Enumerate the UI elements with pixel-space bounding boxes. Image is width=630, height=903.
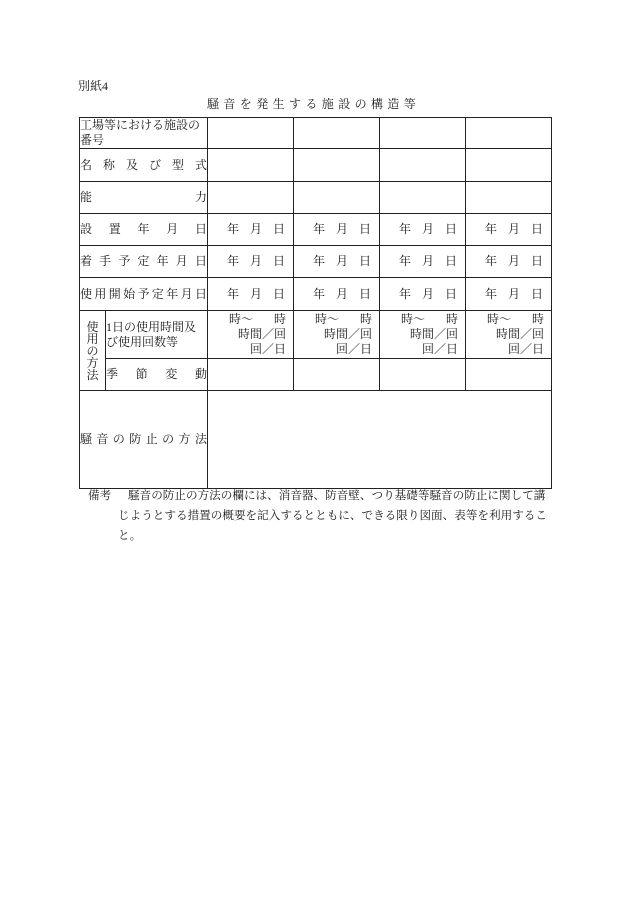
month-unit: 月 xyxy=(507,254,520,268)
label-char: 日 xyxy=(195,222,208,236)
daily-usage-cell-3 xyxy=(380,311,466,359)
label-char: 及 xyxy=(126,157,139,172)
capacity-cell-3 xyxy=(380,182,466,214)
installation-date-cell-1 xyxy=(208,214,294,246)
label-char: 方 xyxy=(86,355,99,370)
from-hour-unit: 時～ xyxy=(401,312,426,326)
label-char: 式 xyxy=(195,157,208,172)
remarks-label: 備考 xyxy=(88,489,112,502)
use-start-label xyxy=(80,287,207,302)
label-char: 動 xyxy=(194,367,207,381)
label-char: 防 xyxy=(129,432,142,446)
day-unit: 日 xyxy=(273,254,286,268)
installation-date-cell-4 xyxy=(466,214,552,246)
month-unit: 月 xyxy=(421,286,434,301)
daily-usage-label: 1日の使用時間及び使用回数等 xyxy=(106,311,208,359)
row-noise-prevention xyxy=(80,391,552,489)
month-unit: 月 xyxy=(335,222,348,236)
hours-per-time-unit: 時間／回 xyxy=(410,327,459,341)
facility-number-cell-1 xyxy=(208,118,294,149)
facility-number-label: 工場等における施設の番号 xyxy=(80,118,208,149)
label-char: 設 xyxy=(80,222,93,236)
label-char: 用 xyxy=(94,286,107,301)
day-unit: 日 xyxy=(531,222,544,236)
label-char: 月 xyxy=(180,286,193,301)
day-unit: 日 xyxy=(445,222,458,236)
installation-date-cell-2 xyxy=(294,214,380,246)
remarks-text: 騒音の防止の方法の欄には、消音器、防音壁、つり基礎等騒音の防止に関して講じようとする措置の概要を記入するとともに、できる限り図面、表等を利用すること。 xyxy=(118,489,547,542)
day-unit: 日 xyxy=(359,286,372,301)
label-char: 季 xyxy=(106,367,119,381)
month-unit: 月 xyxy=(507,286,520,301)
construction-start-cell-1 xyxy=(208,246,294,278)
installation-date-label xyxy=(80,222,207,237)
to-hour-unit: 時 xyxy=(274,312,287,326)
label-char: 音 xyxy=(96,432,109,446)
label-char: 節 xyxy=(135,367,148,381)
seasonal-variation-cell-4 xyxy=(466,359,552,391)
label-char: 力 xyxy=(195,190,208,204)
label-char: 用 xyxy=(86,331,99,346)
use-start-cell-3 xyxy=(380,278,466,311)
label-char: 使 xyxy=(80,286,93,301)
label-char: び xyxy=(149,157,162,172)
day-unit: 日 xyxy=(359,222,372,236)
year-unit: 年 xyxy=(312,286,325,301)
label-char: 定 xyxy=(137,254,150,268)
row-seasonal-variation xyxy=(80,359,552,391)
day-unit: 日 xyxy=(359,254,372,268)
label-char: 定 xyxy=(151,286,164,301)
seasonal-variation-label-cell xyxy=(106,359,208,391)
noise-prevention-cell xyxy=(208,391,552,489)
capacity-cell-2 xyxy=(294,182,380,214)
year-unit: 年 xyxy=(398,222,411,236)
label-char: 型 xyxy=(172,157,185,172)
month-unit: 月 xyxy=(249,286,262,301)
name-model-cell-3 xyxy=(380,149,466,182)
label-char: の xyxy=(112,432,125,446)
day-unit: 日 xyxy=(273,222,286,236)
month-unit: 月 xyxy=(249,254,262,268)
label-char: 能 xyxy=(80,190,93,204)
row-installation-date xyxy=(80,214,552,246)
year-unit: 年 xyxy=(484,222,497,236)
label-char: 称 xyxy=(103,157,116,172)
name-model-cell-2 xyxy=(294,149,380,182)
label-char: 予 xyxy=(137,286,150,301)
times-per-day-unit: 回／日 xyxy=(250,342,287,356)
year-unit: 年 xyxy=(226,254,239,268)
hours-per-time-unit: 時間／回 xyxy=(496,327,545,341)
from-hour-unit: 時～ xyxy=(229,312,254,326)
seasonal-variation-cell-1 xyxy=(208,359,294,391)
installation-date-cell-3 xyxy=(380,214,466,246)
hours-per-time-unit: 時間／回 xyxy=(324,327,373,341)
label-char: 置 xyxy=(108,222,121,236)
use-start-label-cell xyxy=(80,278,208,311)
label-char: 年 xyxy=(166,286,179,301)
label-char: の xyxy=(162,432,175,446)
year-unit: 年 xyxy=(398,286,411,301)
row-construction-start xyxy=(80,246,552,278)
month-unit: 月 xyxy=(335,286,348,301)
row-capacity xyxy=(80,182,552,214)
daily-usage-cell-1 xyxy=(208,311,294,359)
construction-start-cell-4 xyxy=(466,246,552,278)
month-unit: 月 xyxy=(335,254,348,268)
label-char: 名 xyxy=(80,157,93,172)
facility-structure-table xyxy=(79,117,552,489)
seasonal-variation-label xyxy=(106,367,207,382)
label-char: 始 xyxy=(123,286,136,301)
day-unit: 日 xyxy=(445,286,458,301)
facility-number-cell-4 xyxy=(466,118,552,149)
name-model-cell-1 xyxy=(208,149,294,182)
times-per-day-unit: 回／日 xyxy=(508,342,545,356)
usage-method-label-cell xyxy=(80,311,106,391)
from-hour-unit: 時～ xyxy=(487,312,512,326)
construction-start-cell-2 xyxy=(294,246,380,278)
noise-prevention-label-cell xyxy=(80,391,208,489)
from-hour-unit: 時～ xyxy=(315,312,340,326)
use-start-cell-1 xyxy=(208,278,294,311)
label-char: 月 xyxy=(175,254,188,268)
year-unit: 年 xyxy=(226,222,239,236)
year-unit: 年 xyxy=(484,286,497,301)
hours-per-time-unit: 時間／回 xyxy=(238,327,287,341)
row-use-start xyxy=(80,278,552,311)
attachment-label: 別紙4 xyxy=(78,79,109,93)
label-char: 止 xyxy=(145,432,158,446)
year-unit: 年 xyxy=(312,222,325,236)
label-char: 法 xyxy=(86,367,99,382)
month-unit: 月 xyxy=(421,254,434,268)
day-unit: 日 xyxy=(445,254,458,268)
label-char: の xyxy=(86,343,99,358)
daily-usage-cell-2 xyxy=(294,311,380,359)
times-per-day-unit: 回／日 xyxy=(422,342,459,356)
to-hour-unit: 時 xyxy=(446,312,459,326)
day-unit: 日 xyxy=(531,254,544,268)
installation-date-label-cell xyxy=(80,214,208,246)
label-char: 日 xyxy=(195,286,208,301)
daily-usage-cell-4 xyxy=(466,311,552,359)
facility-number-cell-3 xyxy=(380,118,466,149)
label-char: 着 xyxy=(80,254,93,268)
row-daily-usage xyxy=(80,311,552,359)
label-char: 予 xyxy=(118,254,131,268)
row-facility-number xyxy=(80,118,552,149)
label-char: 変 xyxy=(165,367,178,381)
to-hour-unit: 時 xyxy=(360,312,373,326)
use-start-cell-4 xyxy=(466,278,552,311)
facility-number-cell-2 xyxy=(294,118,380,149)
label-char: 使 xyxy=(86,319,99,334)
seasonal-variation-cell-3 xyxy=(380,359,466,391)
noise-prevention-label xyxy=(80,432,207,447)
name-model-label xyxy=(80,158,207,173)
capacity-label-cell xyxy=(80,182,208,214)
label-char: 日 xyxy=(194,254,207,268)
construction-start-label-cell xyxy=(80,246,208,278)
label-char: 方 xyxy=(178,432,191,446)
label-char: 月 xyxy=(166,222,179,236)
year-unit: 年 xyxy=(312,254,325,268)
row-name-model xyxy=(80,149,552,182)
use-start-cell-2 xyxy=(294,278,380,311)
day-unit: 日 xyxy=(531,286,544,301)
capacity-cell-1 xyxy=(208,182,294,214)
label-char: 騒 xyxy=(80,432,93,446)
month-unit: 月 xyxy=(249,222,262,236)
form-title: 騒音を発生する施設の構造等 xyxy=(207,97,421,111)
label-char: 年 xyxy=(156,254,169,268)
month-unit: 月 xyxy=(421,222,434,236)
label-char: 年 xyxy=(137,222,150,236)
construction-start-label xyxy=(80,254,207,269)
name-model-label-cell xyxy=(80,149,208,182)
day-unit: 日 xyxy=(273,286,286,301)
to-hour-unit: 時 xyxy=(532,312,545,326)
label-char: 開 xyxy=(108,286,121,301)
year-unit: 年 xyxy=(398,254,411,268)
label-char: 法 xyxy=(194,432,207,446)
capacity-cell-4 xyxy=(466,182,552,214)
remarks-note xyxy=(88,486,549,546)
year-unit: 年 xyxy=(226,286,239,301)
year-unit: 年 xyxy=(484,254,497,268)
capacity-label xyxy=(80,190,207,205)
name-model-cell-4 xyxy=(466,149,552,182)
construction-start-cell-3 xyxy=(380,246,466,278)
usage-method-label xyxy=(86,321,98,381)
times-per-day-unit: 回／日 xyxy=(336,342,373,356)
label-char: 手 xyxy=(99,254,112,268)
month-unit: 月 xyxy=(507,222,520,236)
seasonal-variation-cell-2 xyxy=(294,359,380,391)
